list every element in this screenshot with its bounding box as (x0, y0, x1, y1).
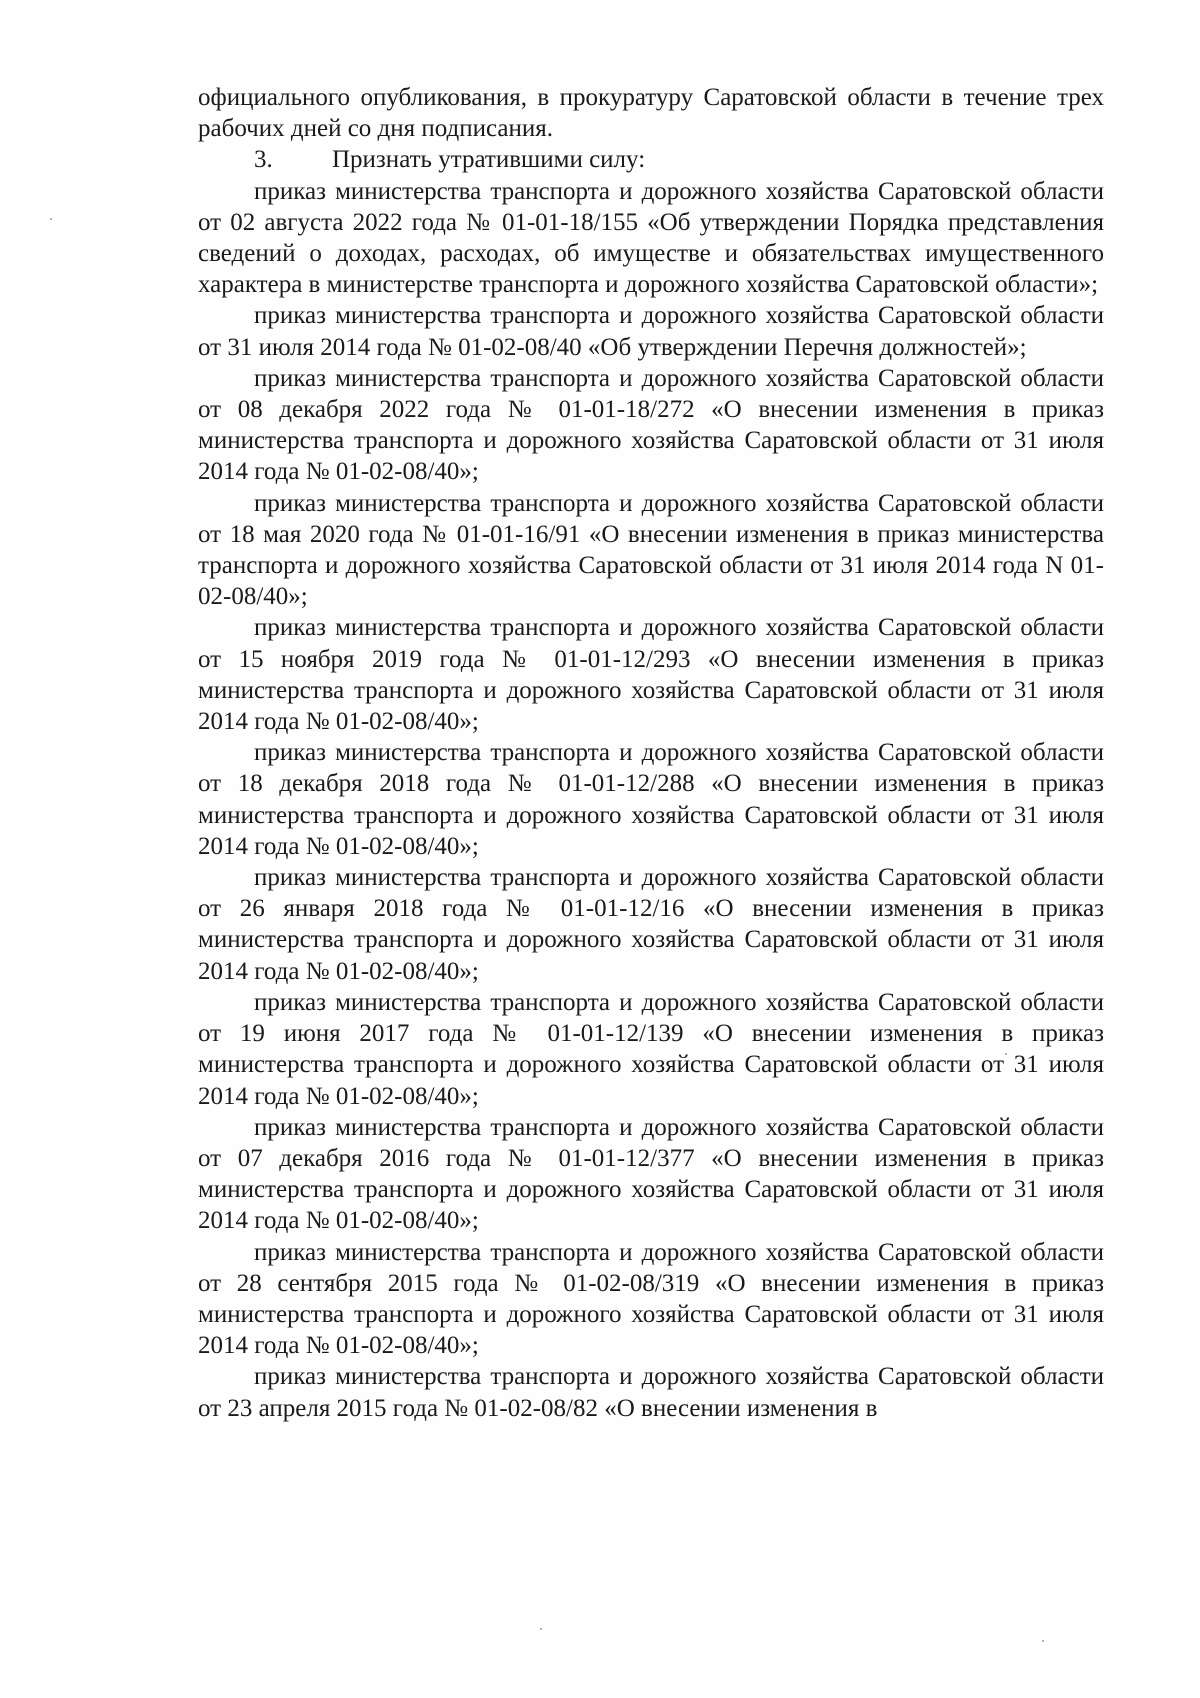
order-paragraph: приказ министерства транспорта и дорожного хозяйства Саратовской области от 18 мая 2020 года № 01-01-16/91 «О внесении изменения в приказ министерства транспорта и дорожного хозяйства Саратовской области от 31 июля 2014 года N 01-02-08/40»; (198, 489, 1104, 611)
order-paragraph: приказ министерства транспорта и дорожного хозяйства Саратовской области от 18 декабря 2018 года № 01-01-12/288 «О внесении изменения в приказ министерства транспорта и дорожного хозяйства Саратовской области от 31 июля 2014 года № 01-02-08/40»; (198, 739, 1104, 860)
document-body (198, 82, 1104, 1424)
scan-speck (50, 218, 52, 220)
intro-paragraph: официального опубликования, в прокуратуру Саратовской области в течение трех рабочих дней со дня подписания. (198, 84, 1104, 143)
order-paragraph: приказ министерства транспорта и дорожного хозяйства Саратовской области от 02 августа 2022 года № 01-01-18/155 «Об утверждении Порядка представления сведений о доходах, расходах, об имуществе и обязательствах имущественного характера в министерстве транспорта и дорожного хозяйства Саратовской области»; (198, 177, 1104, 299)
order-paragraph: приказ министерства транспорта и дорожного хозяйства Саратовской области от 19 июня 2017 года № 01-01-12/139 «О внесении изменения в приказ министерства транспорта и дорожного хозяйства Саратовской области от 31 июля 2014 года № 01-02-08/40»; (198, 988, 1104, 1110)
item-number: 3. (254, 146, 273, 174)
order-paragraph: приказ министерства транспорта и дорожного хозяйства Саратовской области от 07 декабря 2016 года № 01-01-12/377 «О внесении изменения в приказ министерства транспорта и дорожного хозяйства Саратовской области от 31 июля 2014 года № 01-02-08/40»; (198, 1113, 1104, 1235)
scan-speck (1042, 1640, 1044, 1642)
order-paragraph: приказ министерства транспорта и дорожного хозяйства Саратовской области от 08 декабря 2022 года № 01-01-18/272 «О внесении изменения в приказ министерства транспорта и дорожного хозяйства Саратовской области от 31 июля 2014 года № 01-02-08/40»; (198, 364, 1104, 486)
order-paragraph: приказ министерства транспорта и дорожного хозяйства Саратовской области от 15 ноября 2019 года № 01-01-12/293 «О внесении изменения в приказ министерства транспорта и дорожного хозяйства Саратовской области от 31 июля 2014 года № 01-02-08/40»; (198, 614, 1104, 736)
order-paragraph: приказ министерства транспорта и дорожного хозяйства Саратовской области от 23 апреля 2015 года № 01-02-08/82 «О внесении изменения в (198, 1363, 1104, 1422)
item-heading (198, 144, 1104, 175)
order-paragraph: приказ министерства транспорта и дорожного хозяйства Саратовской области от 26 января 2018 года № 01-01-12/16 «О внесении изменения в приказ министерства транспорта и дорожного хозяйства Саратовской области от 31 июля 2014 года № 01-02-08/40»; (198, 864, 1104, 985)
order-paragraph: приказ министерства транспорта и дорожного хозяйства Саратовской области от 31 июля 2014 года № 01-02-08/40 «Об утверждении Перечня должностей»; (198, 302, 1104, 361)
scan-speck (540, 1628, 542, 1630)
item-text: Признать утратившими силу: (332, 146, 646, 174)
order-paragraph: приказ министерства транспорта и дорожного хозяйства Саратовской области от 28 сентября 2015 года № 01-02-08/319 «О внесении изменения в приказ министерства транспорта и дорожного хозяйства Саратовской области от 31 июля 2014 года № 01-02-08/40»; (198, 1238, 1104, 1360)
